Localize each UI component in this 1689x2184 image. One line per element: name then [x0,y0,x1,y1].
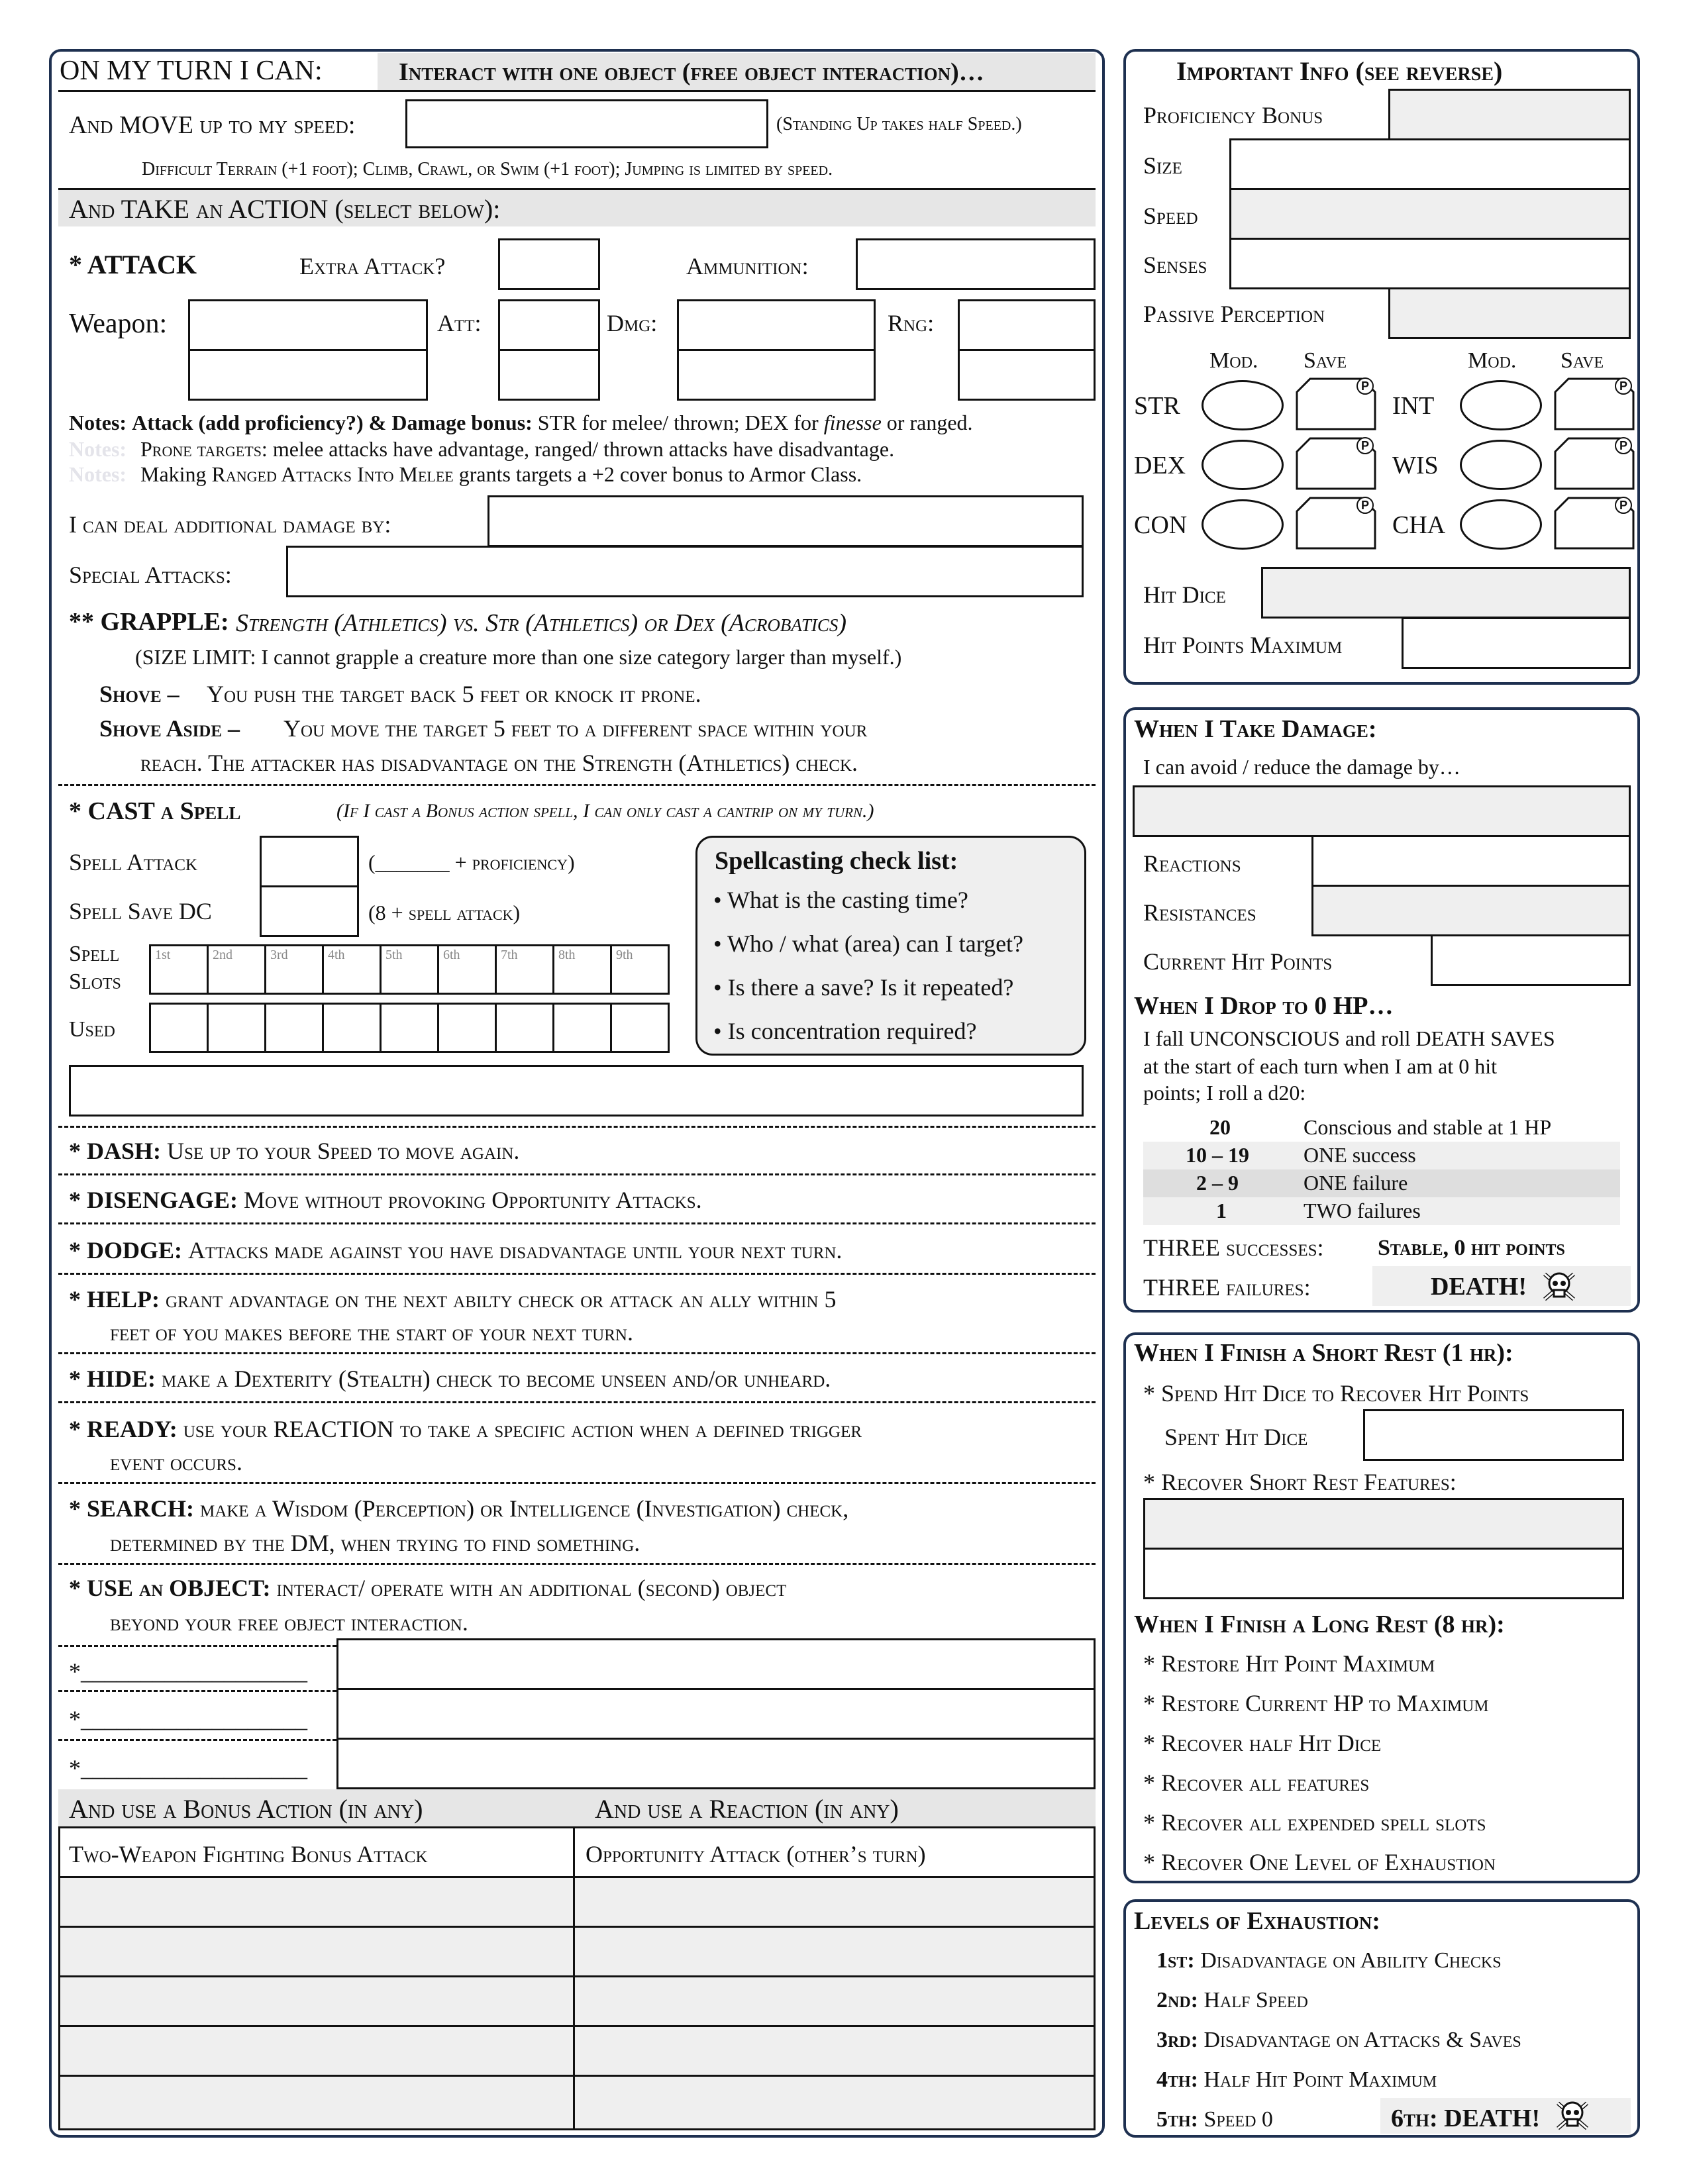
reaction-header: And use a Reaction (in any) [595,1794,899,1824]
proficiency-circle-icon[interactable]: P [1615,377,1632,395]
exhaustion-level-1: 1st: Disadvantage on Ability Checks [1156,1948,1502,1973]
slot-cell[interactable]: 3rd [264,944,324,995]
save-header: Save [1304,348,1347,373]
action-search: * SEARCH: make a Wisdom (Perception) or Intelligence (Investigation) check, [69,1495,849,1522]
weapon-label: Weapon: [69,309,168,339]
bonus-header: And use a Bonus Action (in any) [69,1794,423,1824]
ability-label: INT [1392,392,1435,420]
damage-avoid: I can avoid / reduce the damage by… [1143,755,1460,779]
bonus-action-row[interactable] [58,1926,575,1977]
spell-slots-row [151,944,670,995]
skull-crossbones-icon [1541,1267,1578,1305]
weapon-input-2[interactable] [188,349,428,401]
checklist-item: • Who / what (area) can I target? [713,930,1024,957]
info-speed-label: Speed [1143,203,1198,229]
info-size-label: Size [1143,152,1182,179]
slot-cell[interactable]: 8th [552,944,612,995]
hit-dice-label: Hit Dice [1143,581,1226,608]
used-cell[interactable] [437,1003,497,1053]
ability-label: CHA [1392,511,1446,539]
divider [58,784,1096,786]
drop-text-2: at the start of each turn when I am at 0 hit [1143,1054,1498,1078]
action-dash: * DASH: Use up to your Speed to move again. [69,1138,520,1164]
slot-cell[interactable]: 1st [149,944,209,995]
ability-label: STR [1134,392,1180,420]
checklist-title: Spellcasting check list: [715,847,958,875]
action-dodge: * DODGE: Attacks made against you have disadvantage until your next turn. [69,1237,843,1264]
spell-used-row [151,1003,670,1053]
action-use-object: * USE an OBJECT: interact/ operate with an additional (second) object [69,1575,787,1601]
current-hp-input[interactable] [1431,934,1631,986]
extra-attack-label: Extra Attack? [299,253,446,279]
rng-input-2[interactable] [958,349,1096,401]
drop-text-1: I fall UNCONSCIOUS and roll DEATH SAVES [1143,1026,1555,1050]
ability-label: CON [1134,511,1188,539]
hp-max-label: Hit Points Maximum [1143,632,1343,658]
move-note: (Standing Up takes half Speed.) [776,114,1022,134]
death-result: Conscious and stable at 1 HP [1304,1115,1552,1139]
long-rest-item: * Recover all expended spell slots [1143,1809,1486,1836]
shove-aside-text-2: reach. The attacker has disadvantage on the Strength (Athletics) check. [140,750,858,776]
info-proficiency-label: Proficiency Bonus [1143,102,1323,128]
bonus-action-row[interactable] [58,2025,575,2077]
mod-header: Mod. [1209,348,1258,373]
grapple-desc: Strength (Athletics) vs. Str (Athletics) or Dex (Acrobatics) [236,609,847,637]
drop-text-3: points; I roll a d20: [1143,1081,1306,1105]
speed-input[interactable] [1229,188,1631,240]
divider [58,1273,1096,1275]
ability-modifier-input[interactable] [1202,440,1284,490]
action-ready-2: event occurs. [110,1449,242,1475]
exhaustion-level-3: 3rd: Disadvantage on Attacks & Saves [1156,2028,1521,2052]
divider [58,1401,1096,1403]
hit-dice-input[interactable] [1261,567,1631,619]
grapple-title: ** GRAPPLE: [69,608,229,636]
spell-save-dc-label: Spell Save DC [69,898,212,924]
divider [58,1222,1096,1224]
death-roll: 10 – 19 [1186,1143,1249,1167]
death-text: DEATH! [1431,1273,1527,1301]
spell-bonus-note: (If I cast a Bonus action spell, I can only cast a cantrip on my turn.) [336,800,874,822]
custom-action-input-2[interactable] [336,1688,1096,1740]
drop-title: When I Drop to 0 HP… [1134,992,1394,1020]
spell-attack-label: Spell Attack [69,849,198,875]
senses-input[interactable] [1229,238,1631,289]
attack-title: * ATTACK [69,250,197,279]
terrain-note: Difficult Terrain (+1 foot); Climb, Crawl, or Swim (+1 foot); Jumping is limited by speed. [142,159,833,179]
passive-perception-input[interactable] [1388,287,1631,339]
short-rest-recover: * Recover Short Rest Features: [1143,1469,1457,1495]
attack-notes-2: Prone targets: melee attacks have advantage, ranged/ thrown attacks have disadvantage. [140,437,895,461]
death-result: TWO failures [1304,1199,1421,1222]
divider [58,1563,1096,1565]
additional-damage-label: I can deal additional damage by: [69,511,391,538]
spent-hit-dice-label: Spent Hit Dice [1164,1424,1308,1450]
proficiency-bonus-input[interactable] [1388,89,1631,140]
bonus-action-row[interactable] [58,1975,575,2027]
divider [58,1739,336,1741]
long-rest-item: * Restore Current HP to Maximum [1143,1690,1489,1716]
reactions-input[interactable] [1311,835,1631,887]
divider [58,1482,1096,1484]
checklist-item: • Is there a save? Is it repeated? [713,974,1014,1001]
spell-title: * CAST a Spell [69,797,241,825]
weapon-input-1[interactable] [188,299,428,351]
ability-modifier-input[interactable] [1202,380,1284,430]
reaction-first: Opportunity Attack (other’s turn) [586,1841,926,1867]
dmg-input-1[interactable] [677,299,876,351]
info-senses-label: Senses [1143,252,1207,278]
divider [58,1352,1096,1354]
custom-action-label: *___________________ [69,1658,307,1685]
additional-damage-input[interactable] [487,495,1084,547]
divider [58,1645,336,1647]
long-rest-item: * Recover One Level of Exhaustion [1143,1849,1496,1875]
death-roll: 20 [1209,1115,1231,1139]
action-help-2: feet of you makes before the start of your next turn. [110,1319,633,1346]
spell-notes-input[interactable] [69,1065,1084,1117]
bonus-action-row[interactable] [58,2075,575,2130]
move-speed-input[interactable] [405,99,768,148]
attack-notes-3: Making Ranged Attacks Into Melee grants targets a +2 cover bonus to Armor Class. [140,462,862,486]
action-disengage: * DISENGAGE: Move without provoking Opportunity Attacks. [69,1187,702,1213]
checklist-item: • Is concentration required? [713,1018,977,1044]
used-cell[interactable] [552,1003,612,1053]
dmg-label: Dmg: [607,310,658,336]
stable-text: Stable, 0 hit points [1378,1236,1565,1260]
attack-notes-1: Notes: Attack (add proficiency?) & Damage bonus: STR for melee/ thrown; DEX for finesse or ranged. [69,411,973,434]
reaction-row[interactable] [573,1975,1096,2027]
shove-aside-text: You move the target 5 feet to a different space within your [283,715,868,742]
slot-cell[interactable]: 7th [495,944,554,995]
action-ready: * READY: use your REACTION to take a specific action when a defined trigger [69,1416,862,1442]
slot-cell[interactable]: 5th [380,944,439,995]
spell-attack-note: (_______ + proficiency) [368,850,575,874]
action-search-2: determined by the DM, when trying to find something. [110,1530,640,1556]
special-attacks-label: Special Attacks: [69,562,232,588]
proficiency-circle-icon[interactable]: P [1356,497,1374,514]
info-title: Important Info (see reverse) [1176,56,1503,86]
skull-crossbones-icon [1554,2097,1591,2134]
used-cell[interactable] [264,1003,324,1053]
long-rest-title: When I Finish a Long Rest (8 hr): [1134,1611,1505,1638]
exhaustion-title: Levels of Exhaustion: [1134,1907,1380,1935]
custom-action-input-3[interactable] [336,1738,1096,1789]
proficiency-circle-icon[interactable]: P [1356,437,1374,454]
bonus-action-row[interactable] [58,1876,575,1928]
interact-text: Interact with one object (free object interaction)… [399,58,984,86]
death-roll: 1 [1216,1199,1227,1222]
custom-action-label: *___________________ [69,1706,307,1732]
exhaustion-level-6: 6th: DEATH! [1391,2105,1541,2132]
ability-modifier-input[interactable] [1460,380,1542,430]
ammunition-label: Ammunition: [686,253,809,279]
shove-text: You push the target back 5 feet or knock it prone. [207,681,701,707]
header-rule [58,90,1096,92]
short-rest-title: When I Finish a Short Rest (1 hr): [1134,1339,1513,1367]
used-cell[interactable] [610,1003,670,1053]
info-passive-label: Passive Perception [1143,301,1325,327]
death-roll: 2 – 9 [1196,1171,1239,1195]
ability-modifier-input[interactable] [1460,440,1542,490]
used-cell[interactable] [322,1003,382,1053]
custom-action-input-1[interactable] [336,1638,1096,1690]
used-cell[interactable] [207,1003,266,1053]
turn-title: ON MY TURN I CAN: [60,56,323,86]
action-help: * HELP: grant advantage on the next abilty check or attack an ally within 5 [69,1286,837,1313]
dmg-input-2[interactable] [677,349,876,401]
ammunition-input[interactable] [856,238,1096,290]
divider [58,1173,1096,1175]
long-rest-item: * Recover all features [1143,1769,1370,1796]
save-header: Save [1561,348,1604,373]
short-rest-spend: * Spend Hit Dice to Recover Hit Points [1143,1380,1529,1407]
short-rest-feature-input[interactable] [1143,1548,1624,1599]
three-successes-label: THREE successes: [1143,1234,1324,1261]
death-result: ONE failure [1304,1171,1408,1195]
shove-aside-label: Shove Aside – [99,715,240,742]
shove-label: Shove – [99,681,179,707]
current-hp-label: Current Hit Points [1143,948,1333,975]
reactions-label: Reactions [1143,850,1241,877]
reaction-row[interactable] [573,1926,1096,1977]
action-use-object-2: beyond your free object interaction. [110,1609,468,1636]
short-rest-feature-input[interactable] [1143,1498,1624,1550]
reaction-row[interactable] [573,1876,1096,1928]
slot-cell[interactable]: 4th [322,944,382,995]
proficiency-circle-icon[interactable]: P [1615,437,1632,454]
slot-cell[interactable]: 2nd [207,944,266,995]
special-attacks-input[interactable] [286,546,1084,597]
attack-notes-ghost-2: Notes: [69,462,127,486]
slot-cell[interactable]: 6th [437,944,497,995]
action-header: And TAKE an ACTION (select below): [69,194,501,224]
attack-notes-ghost-1: Notes: [69,437,127,461]
resistances-input[interactable] [1311,885,1631,936]
att-input-2[interactable] [498,349,600,401]
checklist-item: • What is the casting time? [713,887,968,913]
slot-cell[interactable]: 9th [610,944,670,995]
spell-slots-label-1: Spell [69,942,120,966]
proficiency-circle-icon[interactable]: P [1356,377,1374,395]
used-cell[interactable] [149,1003,209,1053]
action-hide: * HIDE: make a Dexterity (Stealth) check to become unseen and/or unheard. [69,1365,831,1392]
exhaustion-level-5: 5th: Speed 0 [1156,2107,1273,2132]
custom-action-label: *___________________ [69,1755,307,1781]
long-rest-item: * Restore Hit Point Maximum [1143,1650,1435,1677]
grapple-size-limit: (SIZE LIMIT: I cannot grapple a creature more than one size category larger than myself.) [135,645,902,669]
spell-save-note: (8 + spell attack) [368,901,521,924]
move-label: And MOVE up to my speed: [69,111,356,139]
exhaustion-level-4: 4th: Half Hit Point Maximum [1156,2067,1437,2092]
spellcasting-checklist [695,836,1086,1056]
proficiency-circle-icon[interactable]: P [1615,497,1632,514]
size-input[interactable] [1229,138,1631,190]
spent-hit-dice-input[interactable] [1363,1409,1624,1461]
att-input-1[interactable] [498,299,600,351]
divider [58,1690,336,1692]
resistances-label: Resistances [1143,899,1256,926]
three-failures-label: THREE failures: [1143,1274,1311,1301]
death-result: ONE success [1304,1143,1416,1167]
ability-modifier-input[interactable] [1460,499,1542,550]
hp-max-input[interactable] [1402,617,1631,669]
ability-label: WIS [1392,452,1439,479]
mod-header: Mod. [1468,348,1517,373]
used-cell[interactable] [495,1003,554,1053]
spell-attack-input[interactable] [260,836,359,887]
rng-label: Rng: [888,310,935,336]
extra-attack-input[interactable] [498,238,600,290]
ability-modifier-input[interactable] [1202,499,1284,550]
rng-input-1[interactable] [958,299,1096,351]
spell-slots-label-2: Slots [69,969,121,994]
damage-title: When I Take Damage: [1134,715,1377,743]
divider [58,1126,1096,1128]
reaction-row[interactable] [573,2025,1096,2077]
damage-avoid-input[interactable] [1133,785,1631,837]
spell-save-dc-input[interactable] [260,885,359,937]
exhaustion-level-2: 2nd: Half Speed [1156,1988,1308,2012]
spell-used-label: Used [69,1017,115,1042]
used-cell[interactable] [380,1003,439,1053]
ability-label: DEX [1134,452,1186,479]
att-label: Att: [437,310,482,336]
long-rest-item: * Recover half Hit Dice [1143,1730,1382,1756]
reaction-row[interactable] [573,2075,1096,2130]
bonus-first: Two-Weapon Fighting Bonus Attack [69,1841,428,1867]
